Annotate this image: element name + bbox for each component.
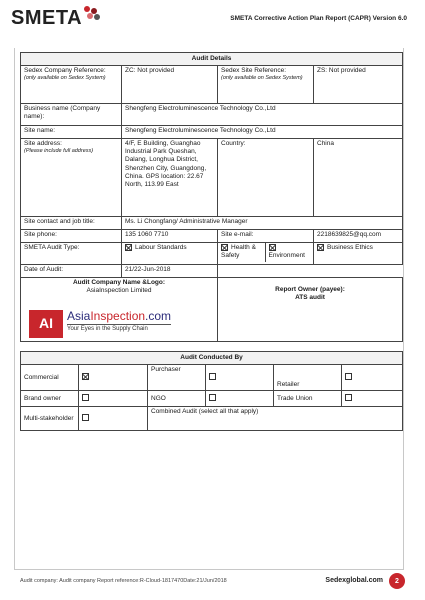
audit-type-health: Health & Safety Environment (218, 243, 314, 265)
site-email-label: Site e-mail: (218, 230, 314, 243)
business-name-value: Shengfeng Electroluminescence Technology Co.,Ltd (122, 104, 403, 126)
report-owner-value: ATS audit (295, 294, 325, 302)
commercial-label: Commercial (21, 365, 79, 391)
multi-stakeholder-label: Multi-stakeholder (21, 407, 79, 431)
country-label: Country: (218, 139, 314, 217)
report-owner-label: Report Owner (payee): (275, 286, 345, 294)
labour-standards-checkbox[interactable] (125, 244, 132, 251)
smeta-logo: SMETA (11, 7, 83, 29)
country-value: China (314, 139, 403, 217)
site-phone-value: 135 1060 7710 (122, 230, 218, 243)
site-name-label: Site name: (21, 126, 122, 139)
commercial-checkbox[interactable] (82, 373, 89, 380)
report-title: SMETA Corrective Action Plan Report (CAPR) Version 6.0 (230, 15, 407, 22)
business-ethics-checkbox[interactable] (317, 244, 324, 251)
site-phone-label: Site phone: (21, 230, 122, 243)
audit-type-label: SMETA Audit Type: (21, 243, 122, 265)
audit-conducted-table (20, 351, 403, 431)
site-address-label: Site address: (Please include full address) (21, 139, 122, 217)
retailer-checkbox[interactable] (345, 373, 352, 380)
ai-logo-tagline: Your Eyes in the Supply Chain (67, 324, 171, 334)
audit-type-labour: Labour Standards (122, 243, 218, 265)
audit-details-table (20, 52, 403, 342)
environment-checkbox[interactable] (269, 244, 276, 251)
page-footer (20, 575, 405, 589)
purchaser-checkbox[interactable] (209, 373, 216, 380)
site-address-value: 4/F, E Building, Guanghao Industrial Park Queshan, Dalang, Longhua District, Shenzhen City, Guangdong, China. GPS location: 22.67 North, 113.99 East (122, 139, 218, 217)
business-name-label: Business name (Company name): (21, 104, 122, 126)
ai-logo-brand: AsiaInspection.com (67, 309, 172, 324)
date-of-audit-label: Date of Audit: (21, 265, 122, 278)
brand-owner-label: Brand owner (21, 391, 79, 407)
audit-details-title: Audit Details (21, 53, 403, 66)
combined-audit-label: Combined Audit (select all that apply) (148, 407, 403, 431)
footer-reference: Audit company: Audit company Report reference:R-Cloud-1817470Date:21/Jun/2018 (20, 578, 227, 584)
ngo-label: NGO (148, 391, 206, 407)
trade-union-label: Trade Union (274, 391, 342, 407)
sedex-company-ref-label: Sedex Company Reference: (only available on Sedex System) (21, 66, 122, 104)
asiainspection-logo (29, 310, 171, 338)
smeta-logo-dots-icon (84, 6, 100, 22)
audit-company-label: Audit Company Name &Logo: (72, 279, 166, 287)
report-owner-block (218, 278, 403, 342)
date-of-audit-value: 21/22-Jun-2018 (122, 265, 218, 278)
audit-company-value: AsiaInspection Limited (86, 287, 152, 295)
footer-site: Sedexglobal.com (325, 577, 383, 584)
audit-type-ethics: Business Ethics (314, 243, 403, 265)
page-number-badge: 2 (389, 573, 405, 589)
site-contact-label: Site contact and job title: (21, 217, 122, 230)
sedex-site-ref-value: ZS: Not provided (314, 66, 403, 104)
trade-union-checkbox[interactable] (345, 394, 352, 401)
sedex-site-ref-label: Sedex Site Reference: (only available on Sedex System) (218, 66, 314, 104)
retailer-label: Retailer (274, 365, 342, 391)
page-header (0, 0, 425, 40)
audit-company-block (21, 278, 218, 342)
site-email-value: 2218639825@qq.com (314, 230, 403, 243)
sedex-company-ref-value: ZC: Not provided (122, 66, 218, 104)
audit-type-environment: Environment (266, 243, 314, 261)
audit-conducted-title: Audit Conducted By (21, 352, 403, 365)
site-name-value: Shengfeng Electroluminescence Technology Co.,Ltd (122, 126, 403, 139)
brand-owner-checkbox[interactable] (82, 394, 89, 401)
ngo-checkbox[interactable] (209, 394, 216, 401)
health-safety-checkbox[interactable] (221, 244, 228, 251)
multi-stakeholder-checkbox[interactable] (82, 414, 89, 421)
ai-logo-mark: AI (29, 310, 63, 338)
purchaser-label: Purchaser (148, 365, 206, 391)
site-contact-value: Ms. Li Chongfang/ Administrative Manager (122, 217, 403, 230)
